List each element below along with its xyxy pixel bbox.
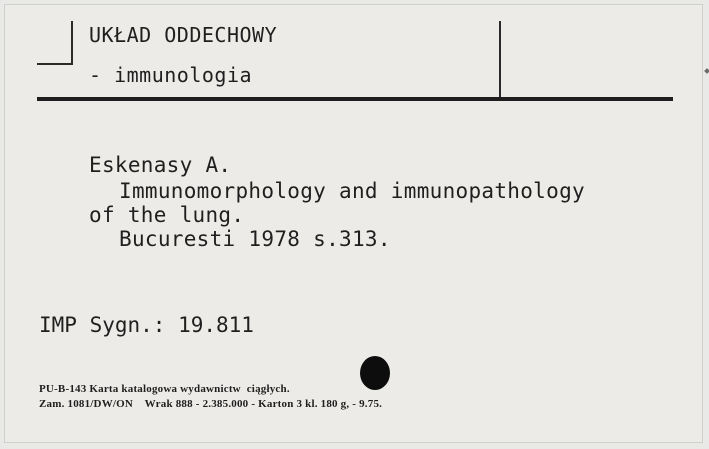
- punch-hole: [360, 356, 390, 390]
- catalog-card: [4, 4, 703, 443]
- subject-subdivision: - immunologia: [89, 63, 253, 87]
- header-left-rule: [71, 21, 73, 65]
- call-number: IMP Sygn.: 19.811: [39, 313, 254, 337]
- header-left-underline: [37, 63, 73, 65]
- header-right-rule: [499, 21, 501, 97]
- card-speck: [704, 68, 709, 74]
- imprint: Bucuresti 1978 s.313.: [119, 227, 391, 251]
- subject-heading: UKŁAD ODDECHOWY: [89, 23, 278, 47]
- header-bottom-rule: [37, 97, 673, 101]
- footer-line-1: PU-B-143 Karta katalogowa wydawnictw ciągłych.: [39, 383, 290, 395]
- author: Eskenasy A.: [89, 153, 232, 177]
- footer-line-2: Zam. 1081/DW/ON Wrak 888 - 2.385.000 - Karton 3 kl. 180 g, - 9.75.: [39, 398, 383, 410]
- title-line-2: of the lung.: [89, 203, 245, 227]
- title-line-1: Immunomorphology and immunopathology: [119, 179, 585, 203]
